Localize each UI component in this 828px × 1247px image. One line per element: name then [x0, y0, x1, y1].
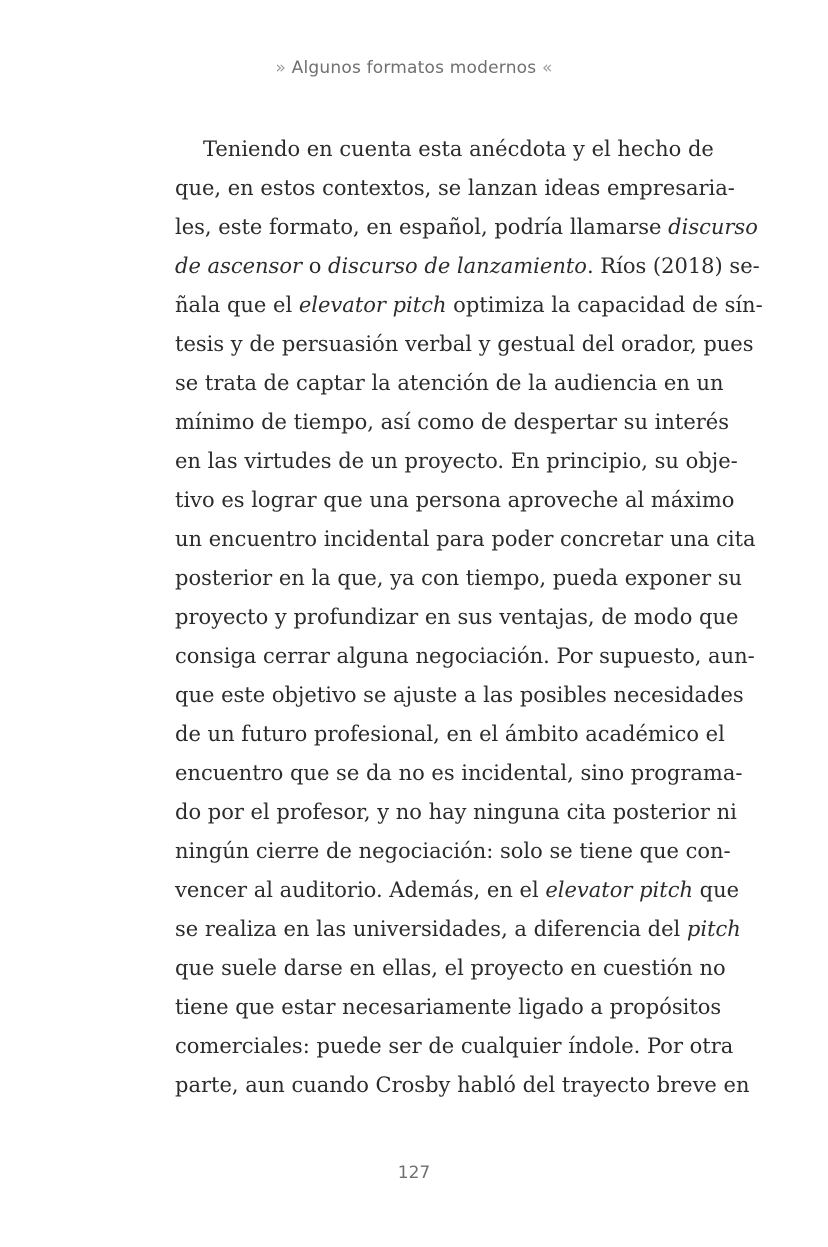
text-segment: en las virtudes de un proyecto. En principio, su obje-: [175, 449, 738, 473]
text-line: [175, 910, 741, 949]
text-line: [175, 286, 763, 325]
italic-text: elevator pitch: [298, 293, 447, 317]
text-segment: do por el profesor, y no hay ninguna cita posterior ni: [175, 800, 737, 824]
text-segment: ningún cierre de negociación: solo se tiene que con-: [175, 839, 731, 863]
text-segment: ñala que el: [175, 293, 299, 317]
text-line: [175, 832, 731, 871]
text-line: [175, 130, 714, 169]
text-line: [175, 949, 726, 988]
text-line: [175, 754, 743, 793]
text-segment: que: [692, 878, 740, 902]
text-segment: mínimo de tiempo, así como de despertar su interés: [175, 410, 730, 434]
text-segment: les, este formato, en español, podría llamarse: [175, 215, 669, 239]
text-line: [175, 715, 725, 754]
text-segment: comerciales: puede ser de cualquier índole. Por otra: [175, 1034, 734, 1058]
italic-text: de ascensor: [175, 254, 303, 278]
text-line: [175, 793, 737, 832]
header-right-mark: «: [541, 58, 553, 78]
text-line: [175, 598, 739, 637]
text-line: [175, 559, 743, 598]
text-segment: tiene que estar necesariamente ligado a propósitos: [175, 995, 722, 1019]
text-line: [175, 481, 735, 520]
header-title: Algunos formatos modernos: [291, 58, 537, 78]
text-line: [175, 1027, 734, 1066]
text-line: [175, 1066, 750, 1105]
text-segment: se realiza en las universidades, a diferencia del: [175, 917, 687, 941]
text-segment: consiga cerrar alguna negociación. Por supuesto, aun-: [175, 644, 755, 668]
text-line: [175, 871, 740, 910]
text-line: [175, 442, 738, 481]
text-line: [175, 208, 758, 247]
text-segment: o: [302, 254, 329, 278]
text-line: [175, 325, 754, 364]
text-line: [175, 637, 755, 676]
italic-text: pitch: [686, 917, 741, 941]
text-line: [175, 676, 744, 715]
header-left-mark: »: [275, 58, 287, 78]
italic-text: elevator pitch: [545, 878, 693, 902]
text-segment: encuentro que se da no es incidental, sino programa-: [175, 761, 743, 785]
text-segment: que, en estos contextos, se lanzan ideas empresaria-: [175, 176, 735, 200]
text-segment: vencer al auditorio. Además, en el: [175, 878, 546, 902]
text-segment: optimiza la capacidad de sín-: [446, 293, 763, 317]
text-segment: que suele darse en ellas, el proyecto en cuestión no: [175, 956, 726, 980]
text-line: [175, 403, 730, 442]
text-segment: de un futuro profesional, en el ámbito académico el: [175, 722, 725, 746]
text-segment: posterior en la que, ya con tiempo, pueda exponer su: [175, 566, 743, 590]
body-paragraph: [175, 130, 763, 1105]
page-number: 127: [397, 1163, 431, 1183]
text-segment: . Ríos (2018) se-: [586, 254, 760, 278]
italic-text: discurso de lanzamiento: [328, 254, 587, 278]
text-line: [175, 520, 756, 559]
text-segment: tesis y de persuasión verbal y gestual del orador, pues: [175, 332, 754, 356]
text-line: [175, 247, 760, 286]
text-segment: se trata de captar la atención de la audiencia en un: [175, 371, 724, 395]
text-segment: Teniendo en cuenta esta anécdota y el hecho de: [203, 137, 714, 161]
text-line: [175, 169, 735, 208]
text-segment: parte, aun cuando Crosby habló del trayecto breve en: [175, 1073, 750, 1097]
text-segment: que este objetivo se ajuste a las posibles necesidades: [175, 683, 744, 707]
text-segment: un encuentro incidental para poder concretar una cita: [175, 527, 756, 551]
text-line: [175, 988, 722, 1027]
running-header: [0, 58, 828, 78]
text-segment: proyecto y profundizar en sus ventajas, de modo que: [175, 605, 739, 629]
italic-text: discurso: [668, 215, 758, 239]
text-segment: tivo es lograr que una persona aproveche al máximo: [175, 488, 735, 512]
text-line: [175, 364, 724, 403]
